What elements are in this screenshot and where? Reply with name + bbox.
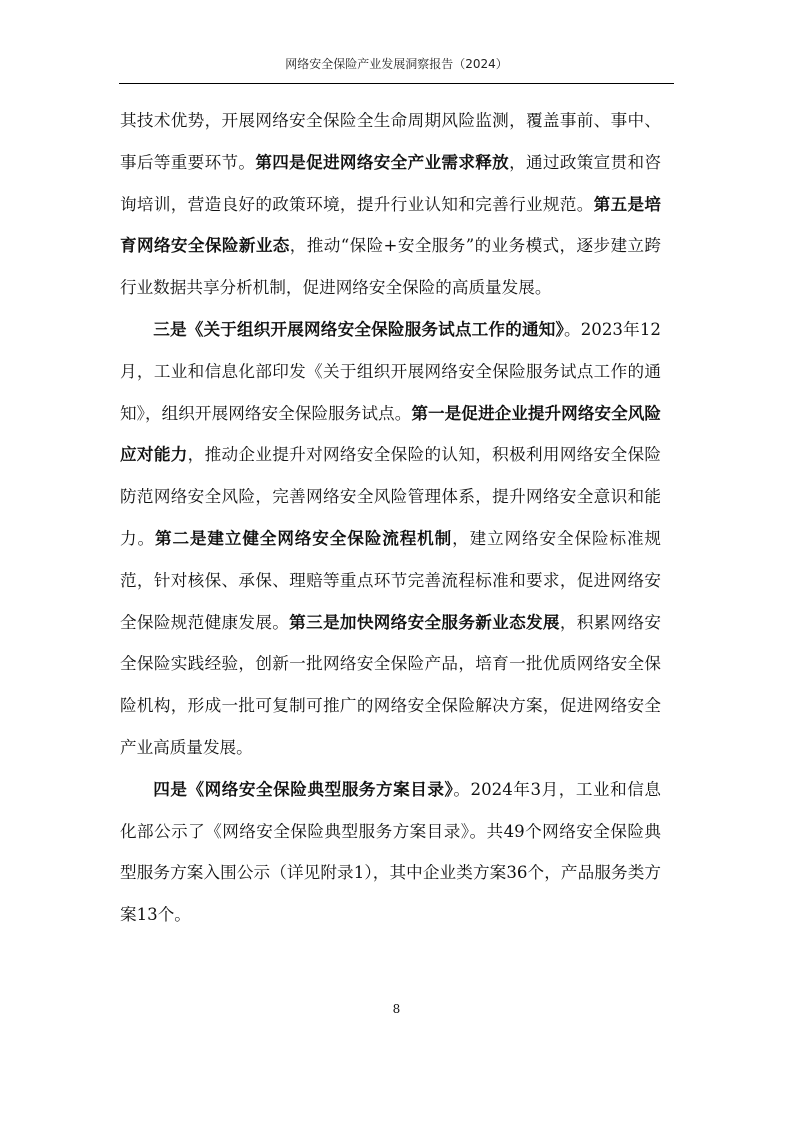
body-text xyxy=(120,100,661,936)
header-rule xyxy=(119,83,674,84)
paragraph-3 xyxy=(120,769,661,936)
bold-run: 第五是培育网络安全保险新业态 xyxy=(120,194,661,256)
bold-run: 第二是建立健全网络安全保险流程机制 xyxy=(154,528,453,548)
bold-run: 第一是促进企业提升网络安全风险应对能力 xyxy=(120,403,662,465)
paragraph-2 xyxy=(120,309,661,769)
running-header: 网络安全保险产业发展洞察报告（2024） xyxy=(285,57,508,71)
bold-run: 第四是促进网络安全产业需求释放 xyxy=(255,152,510,172)
text-run: ，推动“保险+安全服务”的业务模式，逐步建立跨行业数据共享分析机制，促进网络安全保险的高质量发展。 xyxy=(120,236,662,298)
text-run: 。2024年3月，工业和信息化部公示了《网络安全保险典型服务方案目录》。共49个网络安全保险典型服务方案入围公示（详见附录1），其中企业类方案36个，产品服务类方案13个。 xyxy=(120,779,661,925)
bold-run: 第三是加快网络安全服务新业态发展 xyxy=(289,612,560,632)
text-run: 其技术优势，开展网络安全保险全生命周期风险监测，覆盖事前、事中、事后等重要环节。 xyxy=(120,111,661,172)
text-run: 。2023年12月，工业和信息化部印发《关于组织开展网络安全保险服务试点工作的通知》，组织开展网络安全保险服务试点。 xyxy=(120,319,661,423)
text-run: ，建立网络安全保险标准规范，针对核保、承保、理赔等重点环节完善流程标准和要求，促进网络安全保险规范健康发展。 xyxy=(120,528,662,632)
text-run: ，积累网络安全保险实践经验，创新一批网络安全保险产品，培育一批优质网络安全保险机构，形成一批可复制可推广的网络安全保险解决方案，促进网络安全产业高质量发展。 xyxy=(120,612,662,757)
page-number: 8 xyxy=(392,1002,401,1016)
text-run: ，推动企业提升对网络安全保险的认知，积极利用网络安全保险防范网络安全风险，完善网络安全风险管理体系，提升网络安全意识和能力。 xyxy=(120,445,662,548)
paragraph-1 xyxy=(120,100,661,309)
bold-run: 四是《网络安全保险典型服务方案目录》 xyxy=(153,779,454,799)
text-run: ，通过政策宣贯和咨询培训，营造良好的政策环境，提升行业认知和完善行业规范。 xyxy=(120,152,662,214)
bold-run: 三是《关于组织开展网络安全保险服务试点工作的通知》 xyxy=(153,319,564,339)
